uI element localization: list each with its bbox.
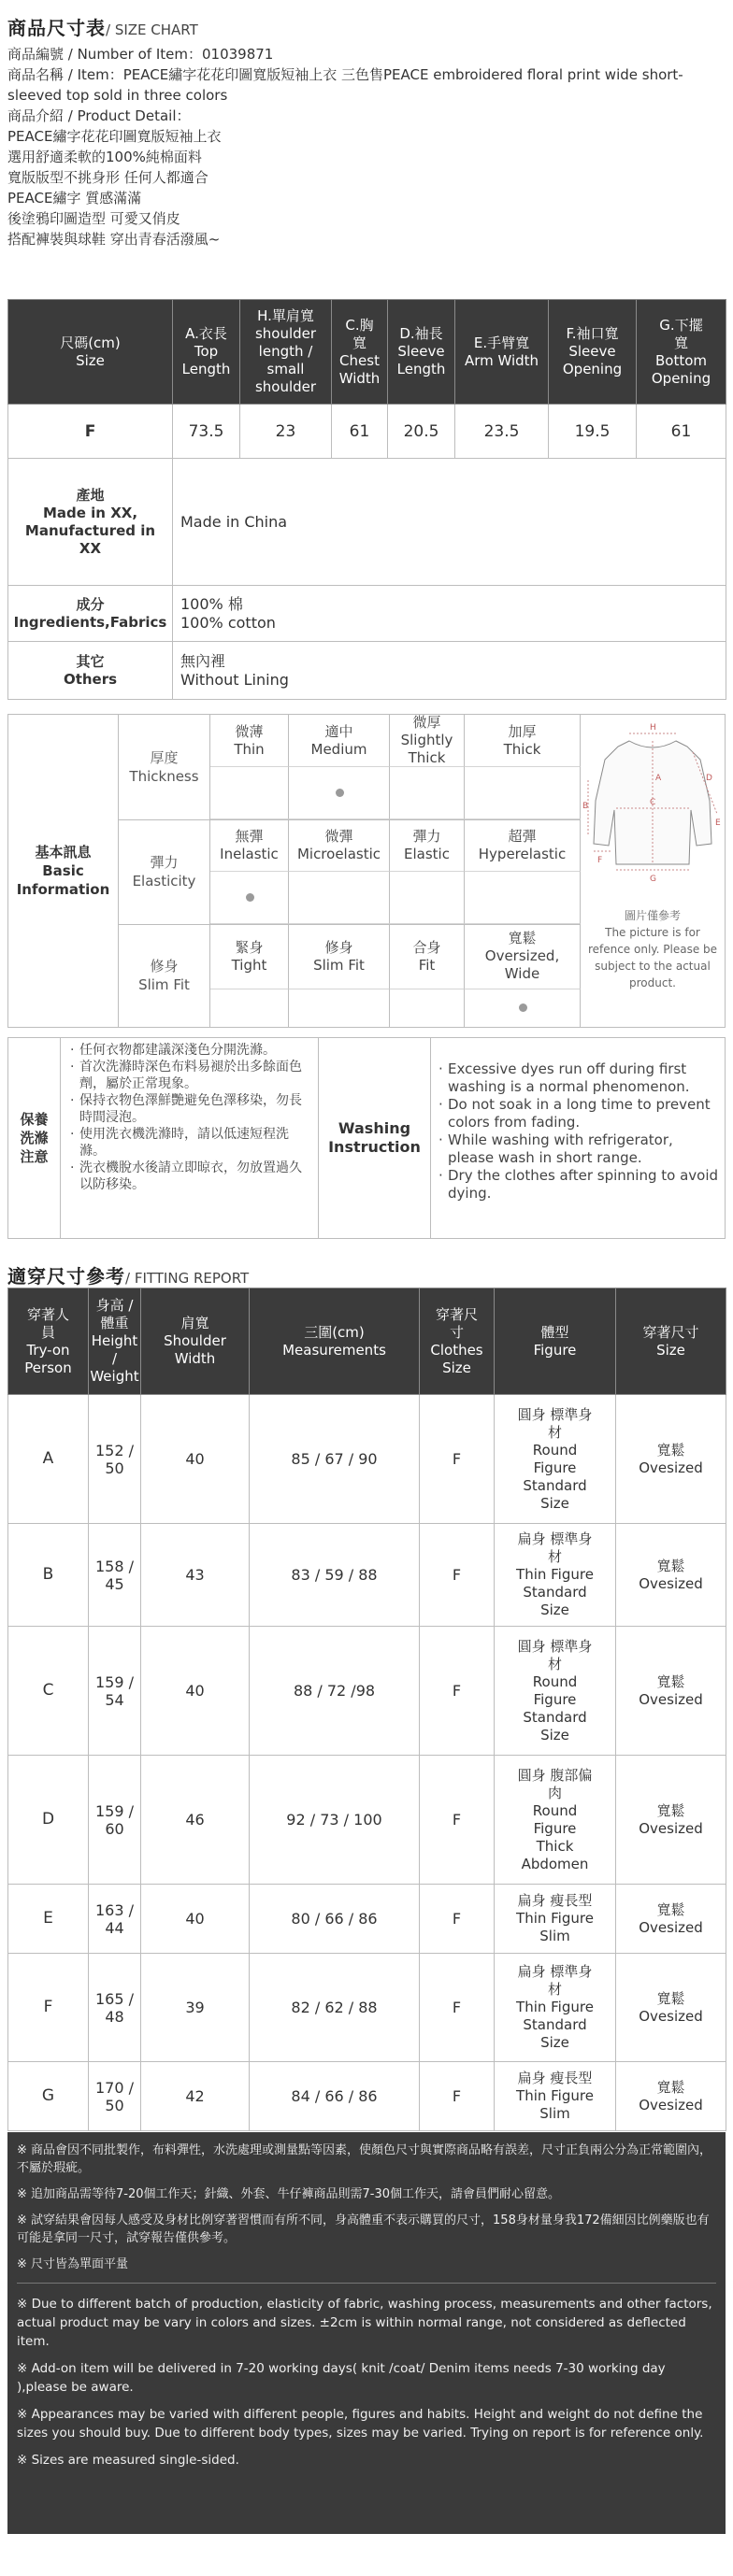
height-weight-cell: 165 / 48: [89, 1954, 141, 2062]
product-header: [7, 13, 726, 249]
clothes-size-cell: F: [420, 1885, 495, 1954]
thickness-label: 厚度 Thickness: [119, 715, 210, 819]
washing-en-list: [431, 1038, 725, 1238]
preferred-size-cell: 寬鬆 Ovesized: [616, 1885, 726, 1954]
product-info: [7, 44, 726, 249]
shoulder-width-cell: 40: [141, 1627, 250, 1756]
header-figure: 體型 Figure: [495, 1288, 616, 1395]
diagram-letter: C: [650, 798, 656, 807]
thickness-slot: [390, 767, 465, 819]
header-bottom-opening: G.下擺 寬 Bottom Opening: [637, 300, 726, 405]
info-line: PEACE繡字花花印圖寬版短袖上衣: [7, 128, 222, 145]
height-weight-cell: 163 / 44: [89, 1885, 141, 1954]
washing-en-item: · Dry the clothes after spinning to avoid dying.: [438, 1167, 719, 1202]
shoulder-width-cell: 43: [141, 1524, 250, 1627]
diagram-letter: D: [706, 774, 712, 783]
measurements-cell: 85 / 67 / 90: [250, 1395, 420, 1524]
fit-option: 寬鬆 Oversized, Wide: [465, 924, 581, 989]
fitting-row: [8, 1756, 726, 1885]
size-chart-table: [7, 299, 726, 700]
elasticity-option: 超彈 Hyperelastic: [465, 819, 581, 872]
try-on-person-cell: G: [8, 2062, 89, 2131]
try-on-person-cell: D: [8, 1756, 89, 1885]
height-weight-cell: 159 / 54: [89, 1627, 141, 1756]
figure-cell: 扁身 標準身 材 Thin Figure Standard Size: [495, 1954, 616, 2062]
origin-row: [8, 459, 726, 586]
note-en: ※ Appearances may be varied with different people, figures and habits. Height and weight do not define the sizes you should buy. Due to different body types, sizes may be varied. Trying on report is for reference only.: [17, 2407, 704, 2441]
thickness-option: 加厚 Thick: [465, 715, 581, 767]
washing-cn-list: [61, 1038, 319, 1238]
fit-label: 修身 Slim Fit: [119, 924, 210, 1027]
fitting-row: [8, 1395, 726, 1524]
info-line: 選用舒適柔軟的100%純棉面料: [7, 149, 202, 165]
shoulder-width-cell: 39: [141, 1954, 250, 2062]
elasticity-slot: [465, 872, 581, 924]
notes-panel: [7, 2132, 726, 2534]
measurements-cell: 92 / 73 / 100: [250, 1756, 420, 1885]
washing-label-en: Washing Instruction: [319, 1038, 431, 1238]
try-on-person-cell: C: [8, 1627, 89, 1756]
preferred-size-cell: 寬鬆 Ovesized: [616, 1627, 726, 1756]
note-cn: ※ 商品會因不同批製作，布料彈性，水洗處理或測量點等因素，使顏色尺寸與實際商品略有誤差，尺寸正負兩公分為正常範圍內，不屬於瑕疵。: [17, 2143, 712, 2175]
height-weight-cell: 152 / 50: [89, 1395, 141, 1524]
fit-option: 修身 Slim Fit: [289, 924, 390, 989]
preferred-size-cell: 寬鬆 Ovesized: [616, 1524, 726, 1627]
shoulder-width-cell: 40: [141, 1395, 250, 1524]
size-row: [8, 405, 726, 459]
info-line: 商品編號 / Number of Item：01039871: [7, 46, 274, 63]
thickness-slot: [210, 767, 289, 819]
info-line: PEACE繡字 質感滿滿: [7, 190, 142, 206]
fitting-row: [8, 1627, 726, 1756]
shoulder-width-cell: 46: [141, 1756, 250, 1885]
value-cell: 73.5: [173, 405, 240, 459]
picture-note: 圖片僅參考 The picture is for refence only. Please be subject to the actual product.: [587, 909, 718, 989]
washing-cn-item: · 洗衣機脫水後請立即晾衣，勿放置過久以防移染。: [70, 1160, 302, 1192]
measurements-cell: 80 / 66 / 86: [250, 1885, 420, 1954]
washing-cn-item: · 任何衣物都建議深淺色分開洗滌。: [70, 1043, 276, 1058]
fit-slot: [210, 989, 289, 1027]
size-chart-title: 商品尺寸表/ SIZE CHART: [7, 17, 198, 39]
note-en: ※ Sizes are measured single-sided.: [17, 2453, 239, 2468]
thickness-slot: [465, 767, 581, 819]
header-chest: C.胸 寬 Chest Width: [332, 300, 388, 405]
diagram-letter: E: [715, 818, 721, 828]
clothes-size-cell: F: [420, 1954, 495, 2062]
fit-indicator-dot: [519, 1003, 527, 1012]
fitting-row: [8, 1524, 726, 1627]
thickness-option: 微薄 Thin: [210, 715, 289, 767]
origin-value: Made in China: [173, 459, 726, 586]
info-line: 商品名稱 / Item：PEACE繡字花花印圖寬版短袖上衣 三色售PEACE embroidered floral print wide short-sleeved top sold in three colors: [7, 66, 683, 104]
washing-label-cn: 保養 洗滌 注意: [8, 1038, 61, 1238]
washing-cn-item: · 首次洗滌時深色布料易褪於出多餘面色劑，屬於正常現象。: [70, 1060, 302, 1091]
washing-en-item: · Do not soak in a long time to prevent colors from fading.: [438, 1096, 711, 1131]
others-row: [8, 642, 726, 700]
fitting-row: [8, 1954, 726, 2062]
figure-cell: 扁身 瘦長型 Thin Figure Slim: [495, 2062, 616, 2131]
elasticity-slot: [390, 872, 465, 924]
header-arm-width: E.手臂寬 Arm Width: [455, 300, 549, 405]
try-on-person-cell: A: [8, 1395, 89, 1524]
ingredients-row: [8, 586, 726, 642]
header-shoulder-width: 肩寬 Shoulder Width: [141, 1288, 250, 1395]
fit-option: 緊身 Tight: [210, 924, 289, 989]
thickness-option: 微厚 Slightly Thick: [390, 715, 465, 767]
measurements-cell: 88 / 72 /98: [250, 1627, 420, 1756]
preferred-size-cell: 寬鬆 Ovesized: [616, 2062, 726, 2131]
header-sleeve-length: D.袖長 Sleeve Length: [388, 300, 455, 405]
tshirt-measurement-icon: [581, 715, 725, 902]
header-shoulder: H.單肩寬 shoulder length / small shoulder: [240, 300, 332, 405]
value-cell: 19.5: [549, 405, 637, 459]
origin-label: 產地 Made in XX, Manufactured in XX: [8, 459, 173, 586]
measurements-cell: 83 / 59 / 88: [250, 1524, 420, 1627]
header-size: 穿著尺寸 Size: [616, 1288, 726, 1395]
note-en: ※ Due to different batch of production, elasticity of fabric, washing process, measurements and other factors, actual product may be vary in colors and sizes. ±2cm is within normal range, not considered as deflected item.: [17, 2297, 712, 2349]
height-weight-cell: 158 / 45: [89, 1524, 141, 1627]
value-cell: 61: [637, 405, 726, 459]
others-label: 其它 Others: [8, 642, 173, 700]
washing-cn-item: · 保持衣物色澤鮮艷避免色澤移染，勿長時間浸泡。: [70, 1093, 302, 1125]
header-clothes-size: 穿著尺 寸 Clothes Size: [420, 1288, 495, 1395]
try-on-person-cell: F: [8, 1954, 89, 2062]
basic-info-panel: [7, 714, 726, 1028]
diagram-letter: F: [597, 856, 603, 865]
clothes-size-cell: F: [420, 2062, 495, 2131]
clothes-size-cell: F: [420, 1756, 495, 1885]
garment-diagram: [581, 715, 725, 1027]
ingredients-label: 成分 Ingredients,Fabrics: [8, 586, 173, 642]
shoulder-width-cell: 40: [141, 1885, 250, 1954]
header-measurements: 三圍(cm) Measurements: [250, 1288, 420, 1395]
fit-slot: [390, 989, 465, 1027]
fitting-rows: [8, 1395, 726, 2131]
preferred-size-cell: 寬鬆 Ovesized: [616, 1954, 726, 2062]
note-cn: ※ 尺寸皆為單面平量: [17, 2257, 129, 2271]
note-cn: ※ 試穿結果會因每人感受及身材比例穿著習慣而有所不同，身高體重不表示購買的尺寸，158身材量身我172備細因比例藥版也有可能是拿同一尺寸，試穿報告僅供參考。: [17, 2213, 710, 2245]
elasticity-option: 無彈 Inelastic: [210, 819, 289, 872]
figure-cell: 扁身 標準身 材 Thin Figure Standard Size: [495, 1524, 616, 1627]
header-size: 尺碼(cm) Size: [8, 300, 173, 405]
figure-cell: 圓身 標準身 材 Round Figure Standard Size: [495, 1627, 616, 1756]
header-top-length: A.衣長 Top Length: [173, 300, 240, 405]
header-height-weight: 身高 / 體重 Height / Weight: [89, 1288, 141, 1395]
diagram-letter: H: [650, 723, 656, 733]
preferred-size-cell: 寬鬆 Ovesized: [616, 1395, 726, 1524]
clothes-size-cell: F: [420, 1627, 495, 1756]
diagram-letter: G: [650, 875, 656, 884]
fitting-header-row: [8, 1288, 726, 1395]
size-cell: F: [8, 405, 173, 459]
header-try-on-person: 穿著人 員 Try-on Person: [8, 1288, 89, 1395]
thickness-indicator-dot: [336, 789, 344, 797]
notes-divider: [17, 2283, 716, 2284]
washing-cn-item: · 使用洗衣機洗滌時，請以低速短程洗滌。: [70, 1127, 289, 1159]
size-chart-header-row: [8, 300, 726, 405]
try-on-person-cell: B: [8, 1524, 89, 1627]
height-weight-cell: 170 / 50: [89, 2062, 141, 2131]
fit-option: 合身 Fit: [390, 924, 465, 989]
info-line: 搭配褲裝與球鞋 穿出青春活潑風~: [7, 231, 221, 248]
figure-cell: 扁身 瘦長型 Thin Figure Slim: [495, 1885, 616, 1954]
info-line: 商品介紹 / Product Detail：: [7, 107, 191, 124]
clothes-size-cell: F: [420, 1395, 495, 1524]
fitting-report-title: 適穿尺寸參考/ FITTING REPORT: [7, 1265, 250, 1288]
note-en: ※ Add-on item will be delivered in 7-20 working days( knit /coat/ Denim items needs 7-30 working day ),please be aware.: [17, 2361, 666, 2395]
height-weight-cell: 159 / 60: [89, 1756, 141, 1885]
washing-instruction-panel: [7, 1037, 726, 1239]
others-value: 無內裡 Without Lining: [173, 642, 726, 700]
header-sleeve-opening: F.袖口寬 Sleeve Opening: [549, 300, 637, 405]
note-cn: ※ 追加商品需等待7-20個工作天；針織、外套、牛仔褲商品則需7-30個工作天，請會員們耐心留意。: [17, 2187, 561, 2201]
value-cell: 23: [240, 405, 332, 459]
figure-cell: 圓身 腹部偏 肉 Round Figure Thick Abdomen: [495, 1756, 616, 1885]
elasticity-label: 彈力 Elasticity: [119, 819, 210, 924]
elasticity-slot: [289, 872, 390, 924]
basic-info-label: 基本訊息 Basic Information: [8, 715, 119, 1027]
elasticity-option: 微彈 Microelastic: [289, 819, 390, 872]
washing-en-item: · While washing with refrigerator, please wash in short range.: [438, 1131, 673, 1166]
clothes-size-cell: F: [420, 1524, 495, 1627]
shoulder-width-cell: 42: [141, 2062, 250, 2131]
preferred-size-cell: 寬鬆 Ovesized: [616, 1756, 726, 1885]
info-line: 後塗鴉印圖造型 可愛又俏皮: [7, 210, 180, 227]
fitting-row: [8, 2062, 726, 2131]
fit-slot: [289, 989, 390, 1027]
washing-en-item: · Excessive dyes run off during first washing is a normal phenomenon.: [438, 1060, 690, 1095]
ingredients-value: 100% 棉 100% cotton: [173, 586, 726, 642]
value-cell: 61: [332, 405, 388, 459]
info-line: 寬版版型不挑身形 任何人都適合: [7, 169, 208, 186]
diagram-letter: A: [655, 774, 662, 783]
diagram-letter: B: [582, 802, 589, 811]
fitting-report-table: [7, 1288, 726, 2131]
elasticity-option: 彈力 Elastic: [390, 819, 465, 872]
measurements-cell: 82 / 62 / 88: [250, 1954, 420, 2062]
figure-cell: 圓身 標準身 材 Round Figure Standard Size: [495, 1395, 616, 1524]
elasticity-indicator-dot: [246, 893, 254, 902]
try-on-person-cell: E: [8, 1885, 89, 1954]
measurements-cell: 84 / 66 / 86: [250, 2062, 420, 2131]
thickness-option: 適中 Medium: [289, 715, 390, 767]
fitting-row: [8, 1885, 726, 1954]
value-cell: 23.5: [455, 405, 549, 459]
value-cell: 20.5: [388, 405, 455, 459]
